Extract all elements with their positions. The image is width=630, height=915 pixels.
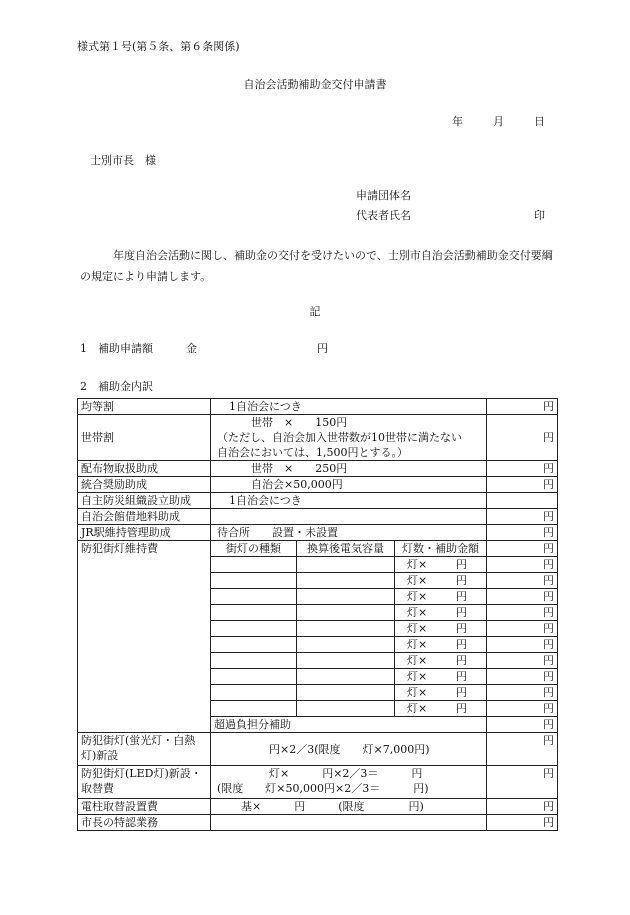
lamp-type-cell: [211, 701, 297, 717]
row-detail: 1自治会につき: [211, 493, 487, 509]
lamp-count-cell: [395, 621, 487, 637]
row-label: 配布物取扱助成: [78, 461, 211, 477]
lamp-type-cell: [211, 637, 297, 653]
table-row: [78, 461, 558, 477]
application-paragraph: 年度自治会活動に関し、補助金の交付を受けたいので、士別市自治会活動補助金交付要綱の規定により申請します。: [80, 249, 553, 283]
table-row: [78, 525, 558, 541]
table-row: [78, 815, 558, 831]
row-yen: 円: [487, 399, 558, 415]
table-row: [78, 399, 558, 415]
date-line: [452, 113, 545, 129]
row-label: 市長の特認業務: [78, 815, 211, 831]
item2-label: 2 補助金内訳: [80, 380, 153, 393]
row-label: 均等割: [78, 399, 211, 415]
capacity-cell: [297, 653, 395, 669]
lamp-count-cell: [395, 701, 487, 717]
row-label: JR駅維持管理助成: [78, 525, 211, 541]
lamp-yen: 円: [456, 590, 467, 603]
lamp-count-cell: [395, 653, 487, 669]
capacity-cell: [297, 621, 395, 637]
row-yen: 円: [487, 541, 558, 557]
document-title: 自治会活動補助金交付申請書: [243, 78, 387, 91]
lamp-type-cell: [211, 653, 297, 669]
form-number: 様式第１号(第５条、第６条関係): [77, 40, 240, 53]
row-yen: 円: [487, 461, 558, 477]
table-row: [78, 766, 558, 799]
lamp-count: 灯×: [407, 590, 428, 603]
lamp-count-cell: [395, 589, 487, 605]
breakdown-table: [77, 398, 558, 831]
item1-label: 1 補助申請額: [80, 342, 153, 355]
table-row: [78, 477, 558, 493]
capacity-cell: [297, 637, 395, 653]
row-label: 自治会館借地料助成: [78, 509, 211, 525]
lamp-count: 灯×: [407, 686, 428, 699]
addressee: 士別市長 様: [90, 154, 156, 167]
row-yen: 円: [487, 717, 558, 733]
table-row: [78, 799, 558, 815]
excess-burden-label: 超過負担分補助: [211, 717, 487, 733]
capacity-cell: [297, 573, 395, 589]
row-label: 統合奨励助成: [78, 477, 211, 493]
lamp-count: 灯×: [407, 574, 428, 587]
col-header-lamp-type: 街灯の種類: [211, 541, 297, 557]
row-yen: 円: [487, 415, 558, 461]
row-yen: 円: [487, 669, 558, 685]
lamp-yen: 円: [456, 686, 467, 699]
capacity-cell: [297, 701, 395, 717]
lamp-yen: 円: [456, 606, 467, 619]
row-detail: [211, 509, 487, 525]
ki-heading: 記: [309, 305, 321, 318]
item1-yen: 円: [317, 342, 328, 355]
row-detail-line: （ただし、自治会加入世帯数が10世帯に満たない: [217, 431, 462, 444]
row-label: 防犯街灯(蛍光灯・白熱灯)新設: [78, 733, 211, 766]
lamp-count: 灯×: [407, 702, 428, 715]
lamp-count: 灯×: [407, 622, 428, 635]
row-yen: 円: [487, 573, 558, 589]
row-label: 電柱取替設置費: [78, 799, 211, 815]
representative-label: 代表者氏名: [356, 209, 411, 222]
row-yen: 円: [487, 815, 558, 831]
lamp-type-cell: [211, 589, 297, 605]
row-detail: 待合所 設置・未設置: [211, 525, 487, 541]
date-day: 日: [534, 115, 545, 128]
row-yen: 円: [487, 701, 558, 717]
row-yen: [487, 493, 558, 509]
capacity-cell: [297, 589, 395, 605]
row-detail-line: 自治会においては、1,500円とする。）: [217, 446, 408, 459]
row-detail: 基× 円 (限度 円): [211, 799, 487, 815]
row-label: 世帯割: [78, 415, 211, 461]
lamp-count: 灯×: [407, 670, 428, 683]
lamp-count-cell: [395, 573, 487, 589]
lamp-type-cell: [211, 557, 297, 573]
row-yen: 円: [487, 685, 558, 701]
table-row: [78, 493, 558, 509]
lamp-yen: 円: [456, 654, 467, 667]
item1-kin: 金: [186, 342, 197, 355]
table-row: [78, 509, 558, 525]
row-yen: 円: [487, 621, 558, 637]
col-header-count-amount: 灯数・補助金額: [395, 541, 487, 557]
row-detail: 1自治会につき: [211, 399, 487, 415]
lamp-type-cell: [211, 669, 297, 685]
lamp-yen: 円: [456, 558, 467, 571]
lamp-yen: 円: [456, 574, 467, 587]
row-detail: 自治会×50,000円: [211, 477, 487, 493]
row-detail-line: 灯× 円×2／3＝ 円: [269, 767, 423, 780]
row-detail: [211, 415, 487, 461]
row-label: 自主防災組織設立助成: [78, 493, 211, 509]
row-yen: 円: [487, 766, 558, 799]
lamp-yen: 円: [456, 702, 467, 715]
lamp-count-cell: [395, 685, 487, 701]
lamp-count: 灯×: [407, 558, 428, 571]
lamp-type-cell: [211, 621, 297, 637]
lamp-count-cell: [395, 605, 487, 621]
row-label: 防犯街灯維持費: [78, 541, 211, 733]
lamp-yen: 円: [456, 670, 467, 683]
date-month: 月: [493, 115, 504, 128]
lamp-count-cell: [395, 557, 487, 573]
lamp-count: 灯×: [407, 606, 428, 619]
capacity-cell: [297, 557, 395, 573]
table-row: [78, 541, 558, 557]
org-name-label: 申請団体名: [356, 189, 411, 202]
row-detail: [211, 766, 487, 799]
row-yen: 円: [487, 557, 558, 573]
col-header-capacity: 換算後電気容量: [297, 541, 395, 557]
lamp-count: 灯×: [407, 638, 428, 651]
lamp-count-cell: [395, 637, 487, 653]
row-yen: 円: [487, 589, 558, 605]
row-detail: 円×2／3(限度 灯×7,000円): [211, 733, 487, 766]
table-row: [78, 733, 558, 766]
row-detail-line: (限度 灯×50,000円×2／3＝ 円): [217, 782, 429, 795]
row-detail: 世帯 × 250円: [211, 461, 487, 477]
row-yen: 円: [487, 477, 558, 493]
capacity-cell: [297, 685, 395, 701]
date-year: 年: [452, 115, 463, 128]
row-yen: 円: [487, 653, 558, 669]
lamp-type-cell: [211, 685, 297, 701]
table-row: [78, 415, 558, 461]
lamp-count-cell: [395, 669, 487, 685]
row-detail: [211, 815, 487, 831]
item1-amount: [80, 340, 328, 356]
row-yen: 円: [487, 509, 558, 525]
lamp-yen: 円: [456, 638, 467, 651]
seal-mark: 印: [534, 209, 545, 222]
row-label: 防犯街灯(LED灯)新設・取替費: [78, 766, 211, 799]
lamp-type-cell: [211, 573, 297, 589]
capacity-cell: [297, 669, 395, 685]
row-detail-line: 世帯 × 150円: [251, 416, 348, 429]
row-yen: 円: [487, 799, 558, 815]
row-yen: 円: [487, 525, 558, 541]
lamp-count: 灯×: [407, 654, 428, 667]
capacity-cell: [297, 605, 395, 621]
row-yen: 円: [487, 605, 558, 621]
row-yen: 円: [487, 733, 558, 766]
lamp-yen: 円: [456, 622, 467, 635]
lamp-type-cell: [211, 605, 297, 621]
row-yen: 円: [487, 637, 558, 653]
